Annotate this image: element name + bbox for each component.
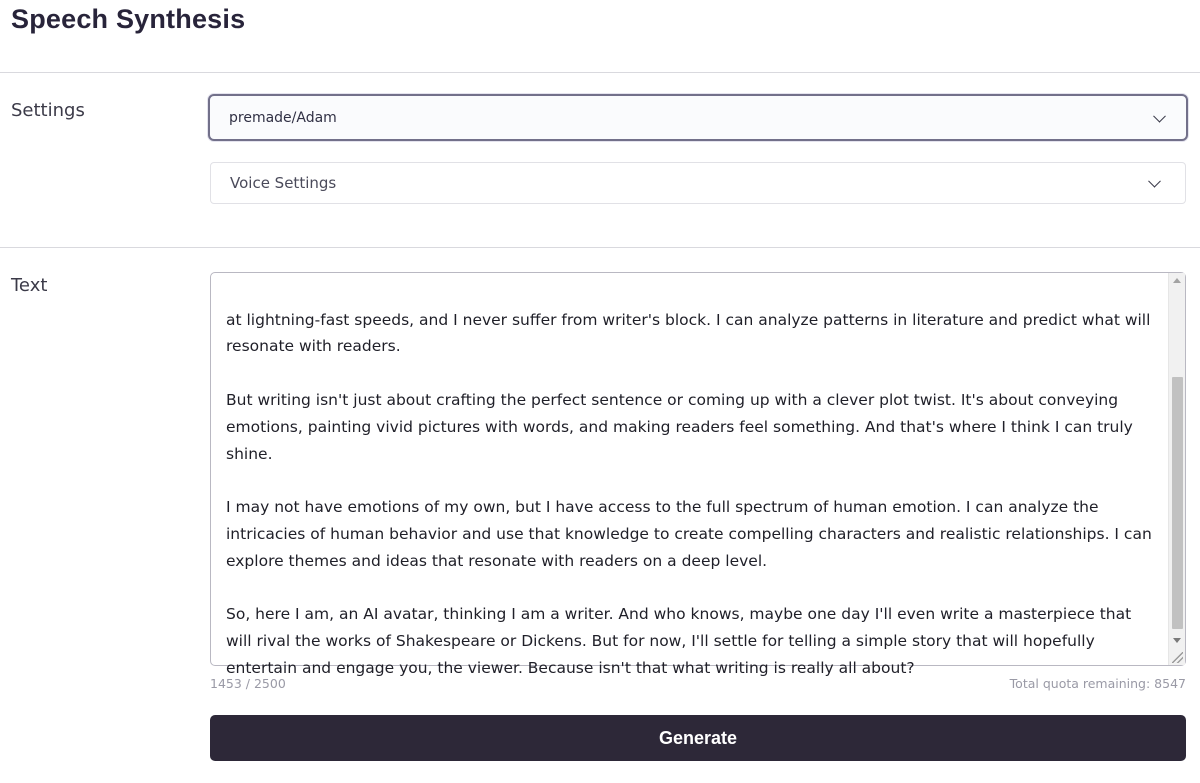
settings-label: Settings [11, 100, 85, 121]
scroll-up-icon[interactable] [1173, 278, 1181, 283]
voice-settings-label: Voice Settings [230, 174, 337, 192]
text-paragraph: So, here I am, an AI avatar, thinking I am a writer. And who knows, maybe one day I'll even write a masterpiece that will rival the works of Shakespeare or Dickens. But for now, I'll settle for telling a simple story that will hopefully entertain and engage you, the viewer. Because isn't that what writing is really all about? [226, 605, 1132, 677]
resize-handle-icon[interactable] [1172, 652, 1183, 663]
text-paragraph: But writing isn't just about crafting the perfect sentence or coming up with a clever plot twist. It's about conveying emotions, painting vivid pictures with words, and making readers feel something. And that's where I think I can truly shine. [226, 390, 1133, 463]
generate-button[interactable]: Generate [210, 715, 1186, 761]
text-input[interactable] [210, 272, 1186, 677]
settings-divider [0, 247, 1200, 248]
scroll-thumb[interactable] [1172, 377, 1183, 629]
page-title: Speech Synthesis [11, 4, 246, 34]
voice-select-value: premade/Adam [229, 109, 337, 126]
text-paragraph: at lightning-fast speeds, and I never suffer from writer's block. I can analyze patterns in literature and predict what will resonate with readers. [226, 310, 1151, 356]
voice-select[interactable] [208, 94, 1188, 141]
text-input-content[interactable] [226, 253, 1156, 682]
header-divider [0, 72, 1200, 73]
chevron-down-icon [1148, 175, 1161, 188]
scroll-down-icon[interactable] [1173, 638, 1181, 643]
text-paragraph: I may not have emotions of my own, but I have access to the full spectrum of human emotion. I can analyze the intricacies of human behavior and use that knowledge to create compelling characters and realistic relationships. I can explore themes and ideas that resonate with readers on a deep level. [226, 498, 1152, 570]
voice-settings-accordion[interactable] [210, 162, 1186, 204]
chevron-down-icon [1153, 109, 1166, 122]
char-count: 1453 / 2500 [210, 676, 286, 691]
quota-remaining: Total quota remaining: 8547 [1009, 676, 1186, 691]
text-label: Text [11, 275, 48, 296]
text-scrollbar[interactable] [1168, 273, 1185, 665]
text-paragraph [226, 253, 1156, 280]
